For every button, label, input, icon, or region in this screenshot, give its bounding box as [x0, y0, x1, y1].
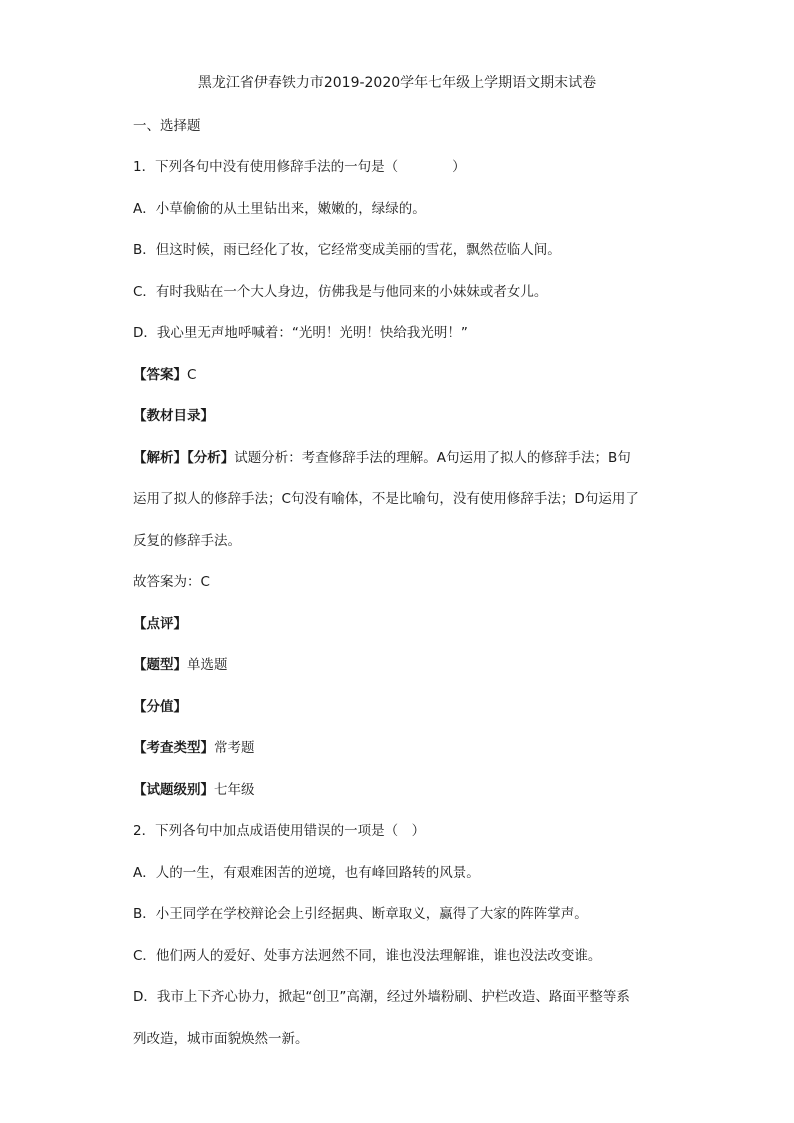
exam-type-value: 常考题 — [214, 740, 255, 756]
section-heading: 一、选择题 — [133, 118, 201, 134]
question-2-option-a: A．人的一生，有艰难困苦的逆境，也有峰回路转的风景。 — [133, 865, 480, 881]
score-label: 【分值】 — [133, 699, 187, 715]
question-1-stem: 1．下列各句中没有使用修辞手法的一句是（ ） — [133, 159, 466, 175]
level-row — [133, 780, 673, 800]
conclusion-row: 故答案为：C — [133, 574, 210, 590]
question-1-option-d: D．我心里无声地呼喊着：“光明！光明！快给我光明！” — [133, 325, 468, 341]
comment-row — [133, 614, 673, 634]
type-label: 【题型】 — [133, 657, 187, 673]
page-title: 黑龙江省伊春铁力市2019-2020学年七年级上学期语文期末试卷 — [197, 75, 597, 91]
level-value: 七年级 — [214, 782, 255, 798]
analysis-text-1: 试题分析：考查修辞手法的理解。A句运用了拟人的修辞手法；B句 — [234, 450, 631, 466]
question-1-option-c: C．有时我贴在一个大人身边，仿佛我是与他同来的小妹妹或者女儿。 — [133, 284, 548, 300]
type-value: 单选题 — [187, 657, 228, 673]
question-2-option-c: C．他们两人的爱好、处事方法迥然不同，谁也没法理解谁，谁也没法改变谁。 — [133, 948, 602, 964]
question-1-option-a: A．小草偷偷的从土里钻出来，嫩嫩的，绿绿的。 — [133, 201, 426, 217]
type-row — [133, 655, 673, 675]
textbook-row — [133, 406, 673, 426]
analysis-row-1 — [133, 448, 673, 468]
level-label: 【试题级别】 — [133, 782, 214, 798]
answer-value: C — [187, 367, 197, 383]
analysis-row-2: 运用了拟人的修辞手法；C句没有喻体，不是比喻句，没有使用修辞手法；D句运用了 — [133, 491, 639, 507]
analysis-row-3: 反复的修辞手法。 — [133, 533, 241, 549]
comment-label: 【点评】 — [133, 616, 187, 632]
answer-label: 【答案】 — [133, 367, 187, 383]
textbook-label: 【教材目录】 — [133, 408, 214, 424]
question-2-option-d-continued: 列改造，城市面貌焕然一新。 — [133, 1031, 309, 1047]
exam-type-label: 【考查类型】 — [133, 740, 214, 756]
score-row — [133, 697, 673, 717]
question-1-option-b: B．但这时候，雨已经化了妆，它经常变成美丽的雪花，飘然莅临人间。 — [133, 242, 561, 258]
question-2-stem: 2．下列各句中加点成语使用错误的一项是（ ） — [133, 823, 426, 839]
exam-type-row — [133, 738, 673, 758]
answer-row — [133, 365, 673, 385]
question-2-option-b: B．小王同学在学校辩论会上引经据典、断章取义，赢得了大家的阵阵掌声。 — [133, 906, 588, 922]
analysis-label: 【解析】【分析】 — [133, 450, 235, 466]
question-2-option-d: D．我市上下齐心协力，掀起“创卫”高潮，经过外墙粉刷、护栏改造、路面平整等系 — [133, 989, 630, 1005]
